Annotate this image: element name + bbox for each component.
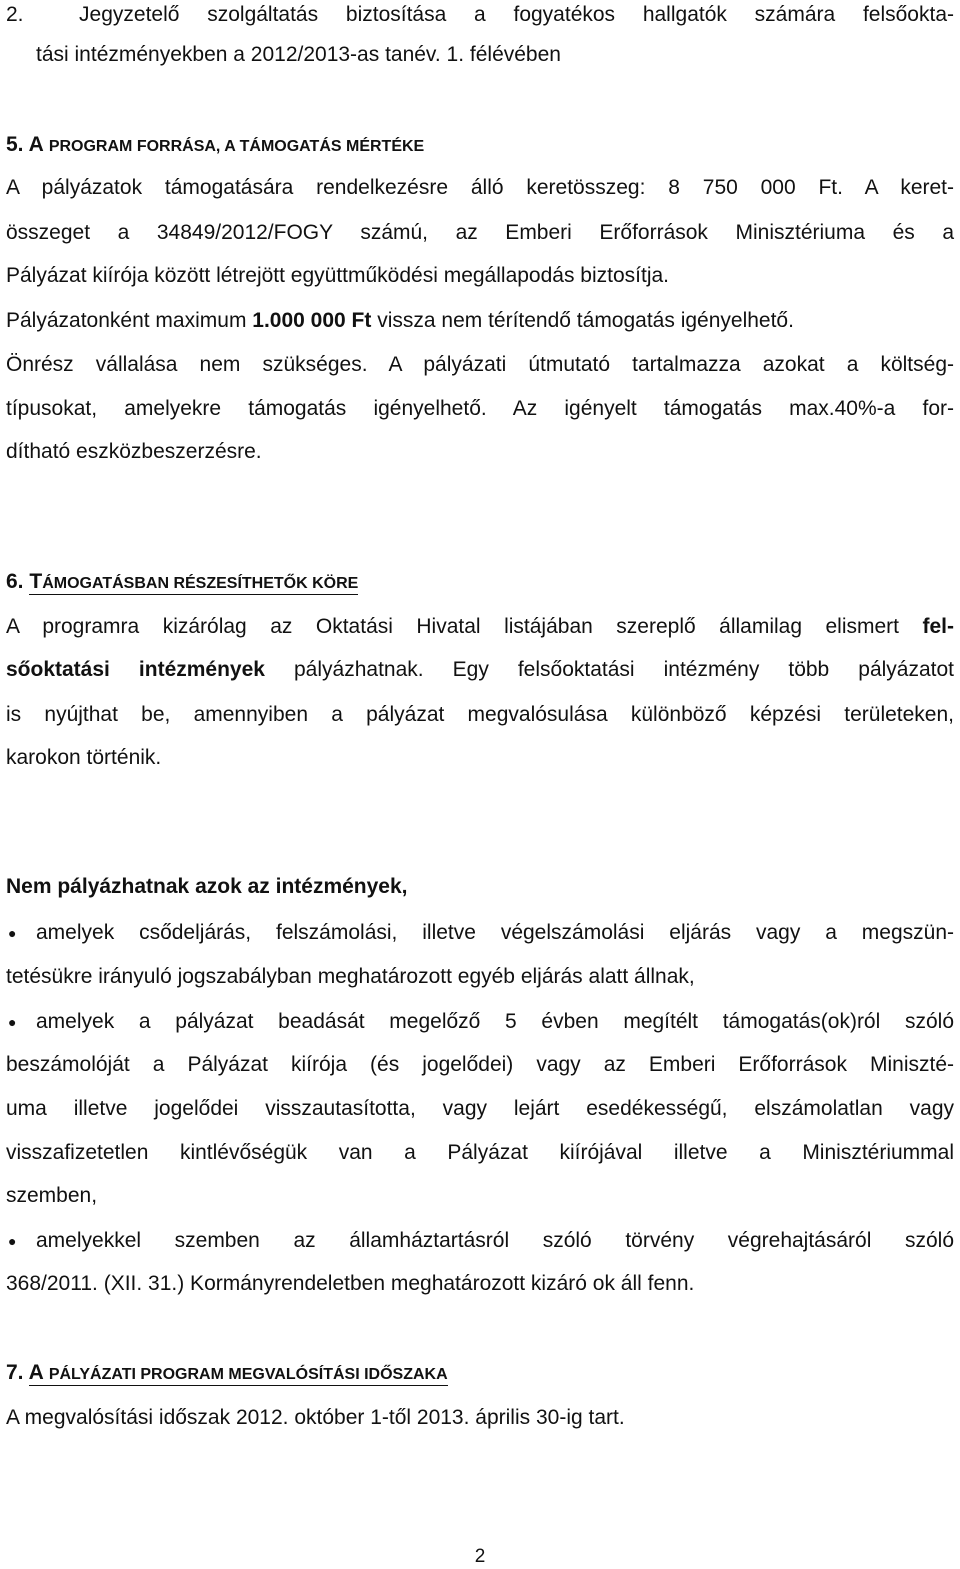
section-5-title-rest: PROGRAM FORRÁSA, A TÁMOGATÁS MÉRTÉKE xyxy=(48,138,425,155)
page-number: 2 xyxy=(474,1546,486,1567)
section-6-line-2 xyxy=(6,655,954,685)
max-amount: 1.000 000 Ft xyxy=(252,309,372,332)
max-text-post: vissza nem térítendő támogatás igényelhető. xyxy=(371,309,794,332)
section-5-number: 5. xyxy=(6,133,24,156)
exclusions-heading: Nem pályázhatnak azok az intézmények, xyxy=(6,875,408,898)
section-7-title-rest: PÁLYÁZATI PROGRAM MEGVALÓSÍTÁSI IDŐSZAKA xyxy=(48,1366,448,1383)
exclusion-2-line-5: szemben, xyxy=(6,1184,98,1207)
exclusion-3-line-2: 368/2011. (XII. 31.) Kormányrendeletben meghatározott kizáró ok áll fenn. xyxy=(6,1272,695,1295)
section-6-title xyxy=(29,570,358,595)
section-5-line-5: Önrész vállalása nem szükséges. A pályázati útmutató tartalmazza azokat a költség- xyxy=(6,353,954,376)
section-6-l1-bold: fel- xyxy=(922,615,954,638)
section-5-heading xyxy=(6,130,954,162)
section-6-heading xyxy=(6,567,954,599)
bullet-icon: ● xyxy=(8,925,17,941)
exclusion-3-line-1: amelyekkel szemben az államháztartásról szóló törvény végrehajtásáról szóló xyxy=(36,1229,954,1252)
max-text-pre: Pályázatonként maximum xyxy=(6,309,253,332)
section-5-line-3: Pályázat kiírója között létrejött együttműködési megállapodás biztosítja. xyxy=(6,264,670,287)
bullet-icon: ● xyxy=(8,1014,17,1030)
exclusion-2-line-3: uma illetve jogelődei visszautasította, vagy lejárt esedékességű, elszámolatlan vagy xyxy=(6,1097,954,1120)
exclusion-2-line-2: beszámolóját a Pályázat kiírója (és jogelődei) vagy az Emberi Erőforrások Miniszté- xyxy=(6,1053,954,1076)
exclusion-1-line-1: amelyek csődeljárás, felszámolási, illetve végelszámolási eljárás vagy a megszün- xyxy=(36,921,954,944)
section-7-number: 7. xyxy=(6,1361,24,1384)
exclusion-1-line-2: tetésükre irányuló jogszabályban meghatározott egyéb eljárás alatt állnak, xyxy=(6,965,695,988)
section-6-l2-bold: sőoktatási intézmények xyxy=(6,658,265,681)
section-6-l2-text: pályázhatnak. Egy felsőoktatási intézmény több pályázatot xyxy=(264,658,954,681)
section-5-line-7: dítható eszközbeszerzésre. xyxy=(6,440,262,463)
exclusion-2-line-4: visszafizetetlen kintlévőségük van a Pályázat kiírójával illetve a Minisztériummal xyxy=(6,1141,954,1164)
section-6-l1-text: A programra kizárólag az Oktatási Hivatal listájában szereplő államilag elismert xyxy=(6,615,923,638)
section-6-title-first: T xyxy=(29,570,43,593)
section-6-number: 6. xyxy=(6,570,24,593)
section-5-line-1: A pályázatok támogatására rendelkezésre álló keretösszeg: 8 750 000 Ft. A keret- xyxy=(6,176,954,199)
section-7-title xyxy=(29,1361,448,1386)
section-7-title-first: A xyxy=(28,1361,43,1384)
list-item-2-line-2: tási intézményekben a 2012/2013-as tanév. 1. félévében xyxy=(36,43,561,66)
section-6-line-3: is nyújthat be, amennyiben a pályázat megvalósulása különböző képzési területeken, xyxy=(6,703,954,726)
section-5-title-first: A xyxy=(28,133,43,156)
section-7-text: A megvalósítási időszak 2012. október 1-től 2013. április 30-ig tart. xyxy=(6,1406,625,1429)
section-7-heading xyxy=(6,1358,954,1390)
section-5-max-line xyxy=(6,306,954,336)
section-6-line-4: karokon történik. xyxy=(6,746,162,769)
section-6-title-rest: ÁMOGATÁSBAN RÉSZESÍTHETŐK KÖRE xyxy=(42,575,359,592)
list-item-2-line-1: 2. Jegyzetelő szolgáltatás biztosítása a fogyatékos hallgatók számára felsőokta- xyxy=(6,3,954,26)
bullet-icon: ● xyxy=(8,1233,17,1249)
exclusion-2-line-1: amelyek a pályázat beadását megelőző 5 évben megítélt támogatás(ok)ról szóló xyxy=(36,1010,954,1033)
section-5-line-6: típusokat, amelyekre támogatás igényelhető. Az igényelt támogatás max.40%-a for- xyxy=(6,397,954,420)
section-5-line-2: összeget a 34849/2012/FOGY számú, az Emberi Erőforrások Minisztériuma és a xyxy=(6,221,954,244)
section-6-line-1 xyxy=(6,612,954,642)
